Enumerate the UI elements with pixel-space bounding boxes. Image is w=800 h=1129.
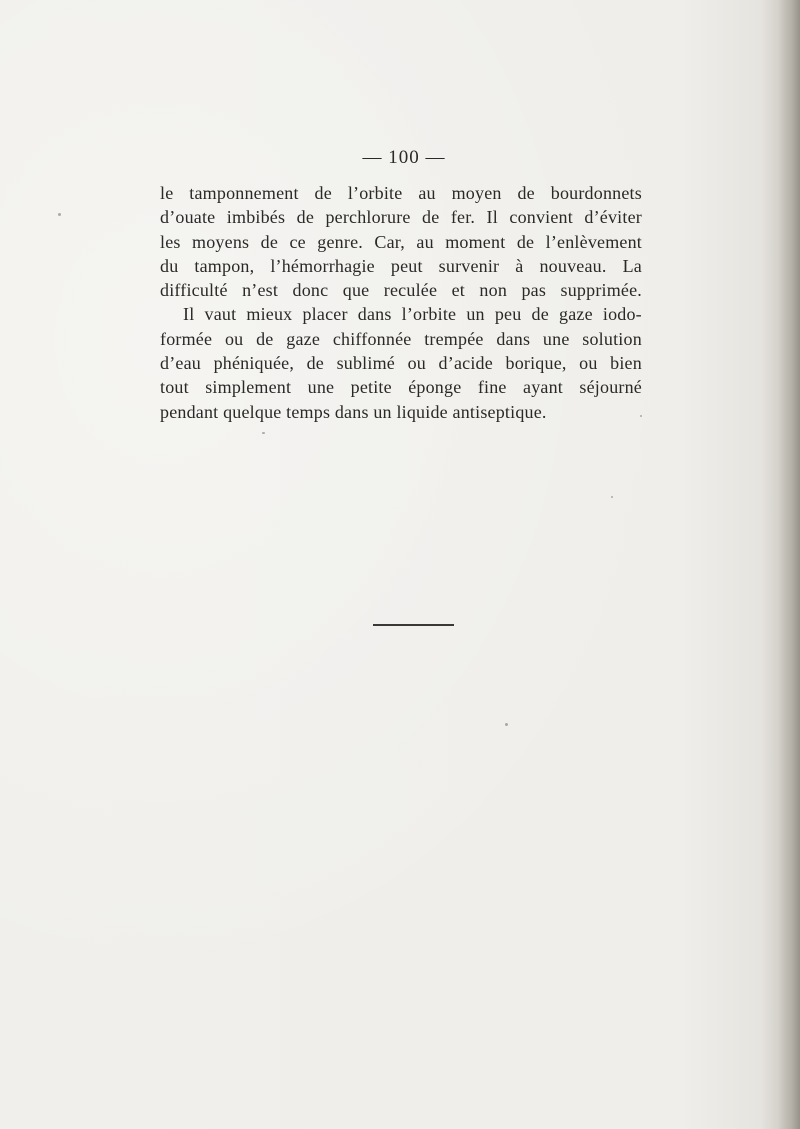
scan-speck xyxy=(262,432,265,434)
text-line: formée ou de gaze chiffonnée trempée dans une solution xyxy=(160,328,642,349)
body-text xyxy=(160,181,642,424)
scan-speck xyxy=(611,496,613,498)
scan-speck xyxy=(58,213,61,216)
text-line: d’ouate imbibés de perchlorure de fer. Il convient d’éviter xyxy=(160,207,642,228)
text-line: Il vaut mieux placer dans l’orbite un peu de gaze iodo- xyxy=(183,304,642,325)
text-line: d’eau phéniquée, de sublimé ou d’acide borique, ou bien xyxy=(160,353,642,374)
section-divider xyxy=(373,624,454,626)
text-line: du tampon, l’hémorrhagie peut survenir à nouveau. La xyxy=(160,255,642,276)
text-line: le tamponnement de l’orbite au moyen de bourdonnets xyxy=(160,183,642,203)
scan-speck xyxy=(640,415,642,417)
text-line: tout simplement une petite éponge fine ayant séjourné xyxy=(160,377,642,398)
page-edge-shadow xyxy=(778,0,800,1129)
text-line: pendant quelque temps dans un liquide antiseptique. xyxy=(160,401,547,422)
page-number: — 100 — xyxy=(362,147,446,168)
scan-speck xyxy=(505,723,508,726)
text-line: les moyens de ce genre. Car, au moment de l’enlèvement xyxy=(160,231,642,252)
text-line: difficulté n’est donc que reculée et non pas supprimée. xyxy=(160,280,642,301)
